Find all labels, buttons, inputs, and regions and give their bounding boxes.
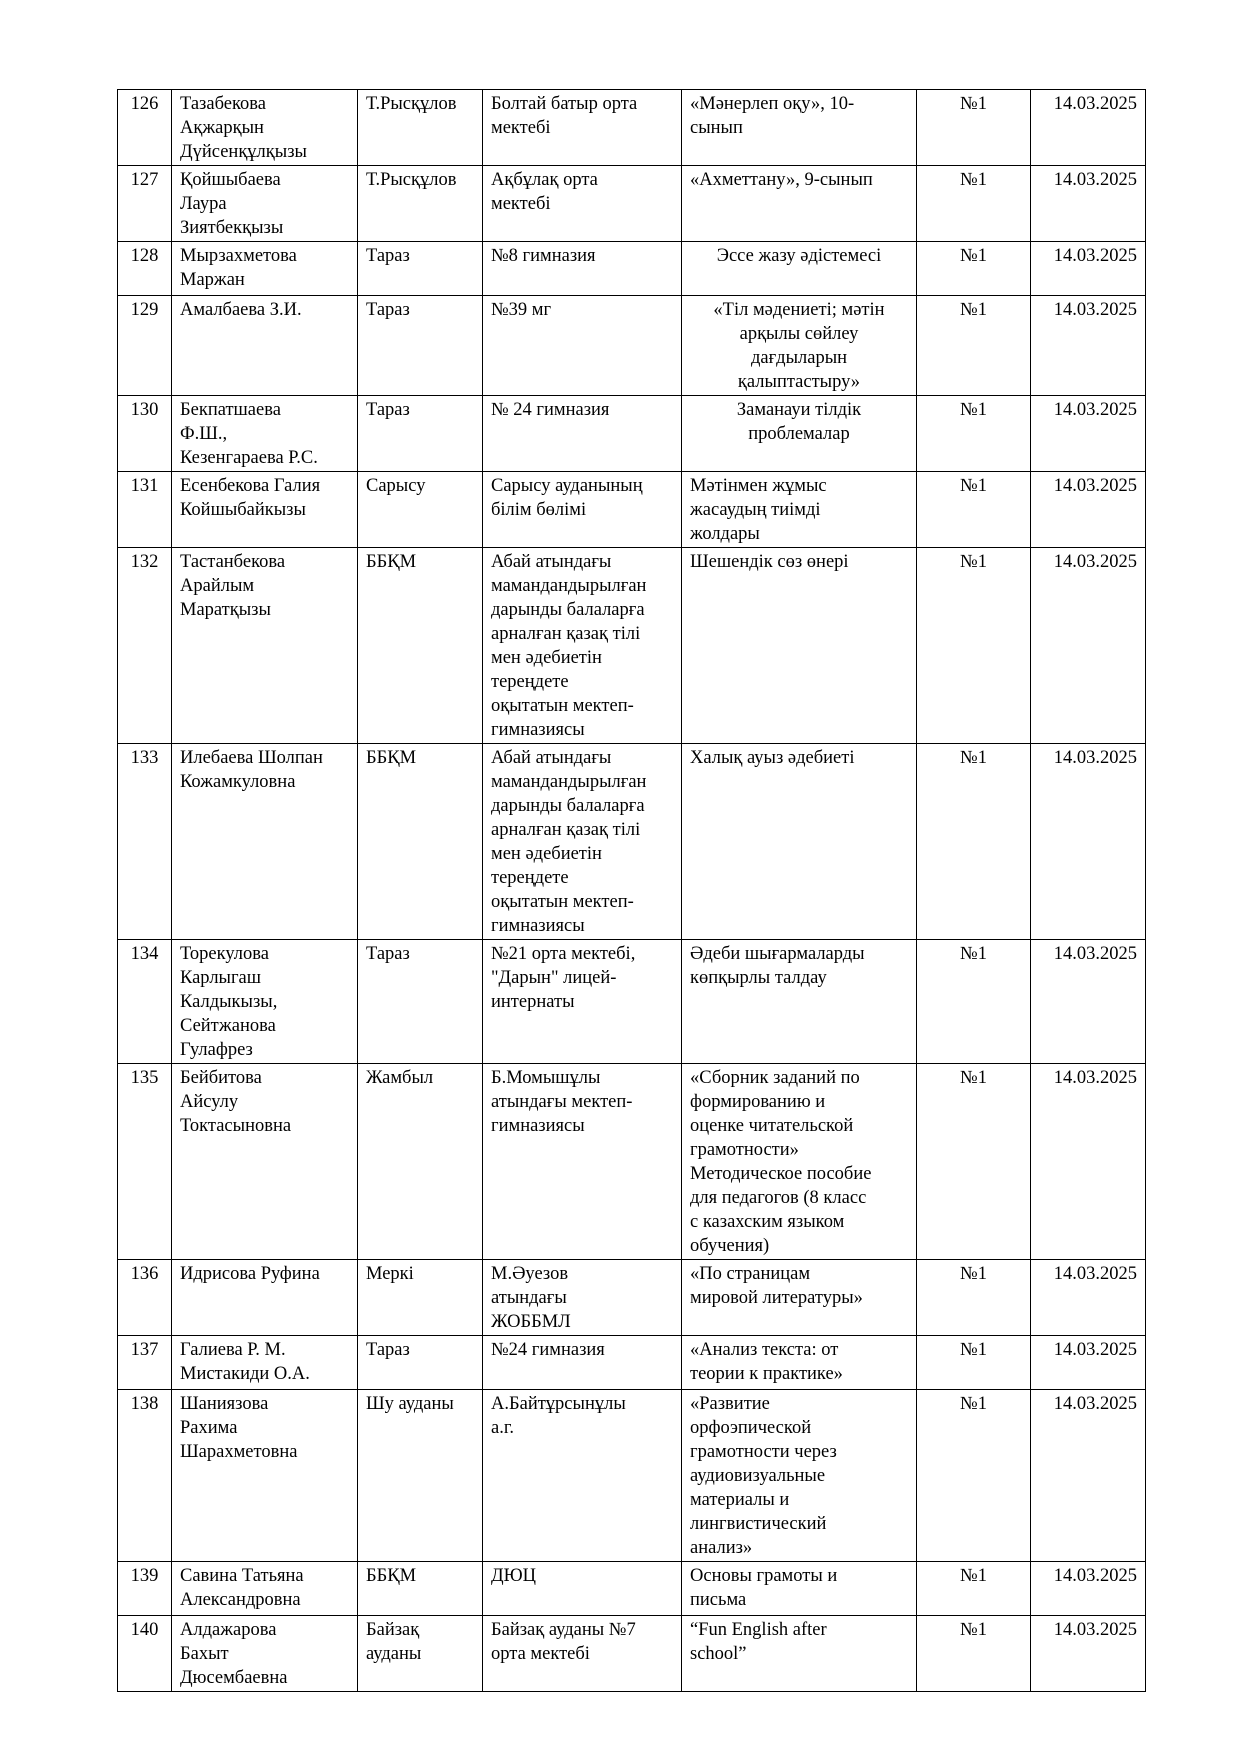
cell-date: 14.03.2025 bbox=[1031, 472, 1146, 548]
cell-organization: Б.Момышұлы атындағы мектеп- гимназиясы bbox=[483, 1064, 682, 1260]
table-row bbox=[118, 242, 1146, 296]
cell-author: Савина Татьяна Александровна bbox=[172, 1562, 358, 1616]
cell-work-title: «Тіл мәдениеті; мәтін арқылы сөйлеу дағдыларын қалыптастыру» bbox=[682, 296, 917, 396]
table-row bbox=[118, 940, 1146, 1064]
cell-region: ББҚМ bbox=[358, 744, 483, 940]
cell-author: Алдажарова Бахыт Дюсембаевна bbox=[172, 1616, 358, 1692]
table-row bbox=[118, 1390, 1146, 1562]
cell-organization: №24 гимназия bbox=[483, 1336, 682, 1390]
cell-organization: №8 гимназия bbox=[483, 242, 682, 296]
cell-region: Тараз bbox=[358, 940, 483, 1064]
cell-organization: Байзақ ауданы №7 орта мектебі bbox=[483, 1616, 682, 1692]
cell-protocol-number: №1 bbox=[917, 396, 1031, 472]
cell-organization: М.Әуезов атындағы ЖОББМЛ bbox=[483, 1260, 682, 1336]
cell-date: 14.03.2025 bbox=[1031, 242, 1146, 296]
cell-number: 128 bbox=[118, 242, 172, 296]
cell-protocol-number: №1 bbox=[917, 1260, 1031, 1336]
cell-region: Тараз bbox=[358, 296, 483, 396]
cell-author: Идрисова Руфина bbox=[172, 1260, 358, 1336]
cell-date: 14.03.2025 bbox=[1031, 1336, 1146, 1390]
cell-author: Бекпатшаева Ф.Ш., Кезенгараева Р.С. bbox=[172, 396, 358, 472]
cell-number: 139 bbox=[118, 1562, 172, 1616]
document-page bbox=[117, 89, 1145, 1692]
cell-region: Байзақ ауданы bbox=[358, 1616, 483, 1692]
table-row bbox=[118, 1260, 1146, 1336]
cell-number: 131 bbox=[118, 472, 172, 548]
cell-date: 14.03.2025 bbox=[1031, 1260, 1146, 1336]
cell-date: 14.03.2025 bbox=[1031, 940, 1146, 1064]
cell-organization: Абай атындағы мамандандырылған дарынды балаларға арналған қазақ тілі мен әдебиетін тереңдете оқытатын мектеп- гимназиясы bbox=[483, 548, 682, 744]
cell-date: 14.03.2025 bbox=[1031, 744, 1146, 940]
cell-number: 132 bbox=[118, 548, 172, 744]
cell-region: Жамбыл bbox=[358, 1064, 483, 1260]
table-row bbox=[118, 1064, 1146, 1260]
table-row bbox=[118, 1336, 1146, 1390]
cell-region: Меркі bbox=[358, 1260, 483, 1336]
cell-region: Тараз bbox=[358, 396, 483, 472]
cell-protocol-number: №1 bbox=[917, 242, 1031, 296]
cell-organization: Ақбұлақ орта мектебі bbox=[483, 166, 682, 242]
cell-number: 134 bbox=[118, 940, 172, 1064]
table-row bbox=[118, 472, 1146, 548]
cell-work-title: Заманауи тілдік проблемалар bbox=[682, 396, 917, 472]
cell-protocol-number: №1 bbox=[917, 1562, 1031, 1616]
cell-region: Т.Рысқұлов bbox=[358, 166, 483, 242]
cell-work-title: Әдеби шығармаларды көпқырлы талдау bbox=[682, 940, 917, 1064]
table-row bbox=[118, 744, 1146, 940]
cell-date: 14.03.2025 bbox=[1031, 396, 1146, 472]
cell-work-title: Основы грамоты и письма bbox=[682, 1562, 917, 1616]
cell-work-title: «Развитие орфоэпической грамотности через аудиовизуальные материалы и лингвистический анализ» bbox=[682, 1390, 917, 1562]
cell-organization: № 24 гимназия bbox=[483, 396, 682, 472]
cell-region: Шу ауданы bbox=[358, 1390, 483, 1562]
cell-protocol-number: №1 bbox=[917, 1616, 1031, 1692]
cell-protocol-number: №1 bbox=[917, 166, 1031, 242]
cell-number: 126 bbox=[118, 90, 172, 166]
cell-region: Тараз bbox=[358, 1336, 483, 1390]
table-row bbox=[118, 396, 1146, 472]
table-row bbox=[118, 296, 1146, 396]
cell-region: ББҚМ bbox=[358, 548, 483, 744]
cell-number: 133 bbox=[118, 744, 172, 940]
cell-work-title: Эссе жазу әдістемесі bbox=[682, 242, 917, 296]
cell-work-title: «По страницам мировой литературы» bbox=[682, 1260, 917, 1336]
cell-number: 136 bbox=[118, 1260, 172, 1336]
cell-protocol-number: №1 bbox=[917, 940, 1031, 1064]
cell-protocol-number: №1 bbox=[917, 472, 1031, 548]
cell-protocol-number: №1 bbox=[917, 296, 1031, 396]
cell-region: Сарысу bbox=[358, 472, 483, 548]
cell-number: 135 bbox=[118, 1064, 172, 1260]
cell-number: 137 bbox=[118, 1336, 172, 1390]
cell-date: 14.03.2025 bbox=[1031, 1390, 1146, 1562]
cell-organization: Абай атындағы мамандандырылған дарынды балаларға арналған қазақ тілі мен әдебиетін тереңдете оқытатын мектеп- гимназиясы bbox=[483, 744, 682, 940]
cell-organization: Сарысу ауданының білім бөлімі bbox=[483, 472, 682, 548]
cell-protocol-number: №1 bbox=[917, 1390, 1031, 1562]
cell-date: 14.03.2025 bbox=[1031, 90, 1146, 166]
cell-organization: Болтай батыр орта мектебі bbox=[483, 90, 682, 166]
cell-work-title: «Анализ текста: от теории к практике» bbox=[682, 1336, 917, 1390]
cell-work-title: Мәтінмен жұмыс жасаудың тиімді жолдары bbox=[682, 472, 917, 548]
cell-author: Торекулова Карлыгаш Калдыкызы, Сейтжанова Гулафрез bbox=[172, 940, 358, 1064]
cell-number: 138 bbox=[118, 1390, 172, 1562]
cell-region: ББҚМ bbox=[358, 1562, 483, 1616]
registry-table bbox=[117, 89, 1146, 1692]
table-row bbox=[118, 548, 1146, 744]
cell-region: Т.Рысқұлов bbox=[358, 90, 483, 166]
cell-author: Қойшыбаева Лаура Зиятбекқызы bbox=[172, 166, 358, 242]
cell-work-title: Шешендік сөз өнері bbox=[682, 548, 917, 744]
cell-date: 14.03.2025 bbox=[1031, 548, 1146, 744]
cell-protocol-number: №1 bbox=[917, 744, 1031, 940]
cell-protocol-number: №1 bbox=[917, 90, 1031, 166]
cell-number: 130 bbox=[118, 396, 172, 472]
cell-organization: №21 орта мектебі, "Дарын" лицей- интернаты bbox=[483, 940, 682, 1064]
cell-protocol-number: №1 bbox=[917, 548, 1031, 744]
cell-protocol-number: №1 bbox=[917, 1336, 1031, 1390]
cell-date: 14.03.2025 bbox=[1031, 1616, 1146, 1692]
cell-work-title: “Fun English after school” bbox=[682, 1616, 917, 1692]
cell-organization: №39 мг bbox=[483, 296, 682, 396]
cell-number: 140 bbox=[118, 1616, 172, 1692]
cell-author: Илебаева Шолпан Кожамкуловна bbox=[172, 744, 358, 940]
cell-work-title: Халық ауыз әдебиеті bbox=[682, 744, 917, 940]
table-row bbox=[118, 1562, 1146, 1616]
cell-author: Амалбаева З.И. bbox=[172, 296, 358, 396]
table-row bbox=[118, 166, 1146, 242]
cell-protocol-number: №1 bbox=[917, 1064, 1031, 1260]
cell-number: 127 bbox=[118, 166, 172, 242]
cell-date: 14.03.2025 bbox=[1031, 1064, 1146, 1260]
table-row bbox=[118, 90, 1146, 166]
cell-number: 129 bbox=[118, 296, 172, 396]
cell-author: Тастанбекова Арайлым Маратқызы bbox=[172, 548, 358, 744]
cell-organization: ДЮЦ bbox=[483, 1562, 682, 1616]
cell-work-title: «Ахметтану», 9-сынып bbox=[682, 166, 917, 242]
cell-author: Бейбитова Айсулу Токтасыновна bbox=[172, 1064, 358, 1260]
cell-region: Тараз bbox=[358, 242, 483, 296]
cell-date: 14.03.2025 bbox=[1031, 1562, 1146, 1616]
table-row bbox=[118, 1616, 1146, 1692]
cell-author: Шаниязова Рахима Шарахметовна bbox=[172, 1390, 358, 1562]
cell-date: 14.03.2025 bbox=[1031, 296, 1146, 396]
cell-work-title: «Мәнерлеп оқу», 10- сынып bbox=[682, 90, 917, 166]
cell-author: Тазабекова Ақжарқын Дүйсенқұлқызы bbox=[172, 90, 358, 166]
cell-work-title: «Сборник заданий по формированию и оценке читательской грамотности» Методическое пособие для педагогов (8 класс с казахским языком обучения) bbox=[682, 1064, 917, 1260]
cell-author: Галиева Р. М. Мистакиди О.А. bbox=[172, 1336, 358, 1390]
cell-organization: А.Байтұрсынұлы а.г. bbox=[483, 1390, 682, 1562]
cell-author: Мырзахметова Маржан bbox=[172, 242, 358, 296]
cell-author: Есенбекова Галия Койшыбайкызы bbox=[172, 472, 358, 548]
cell-date: 14.03.2025 bbox=[1031, 166, 1146, 242]
